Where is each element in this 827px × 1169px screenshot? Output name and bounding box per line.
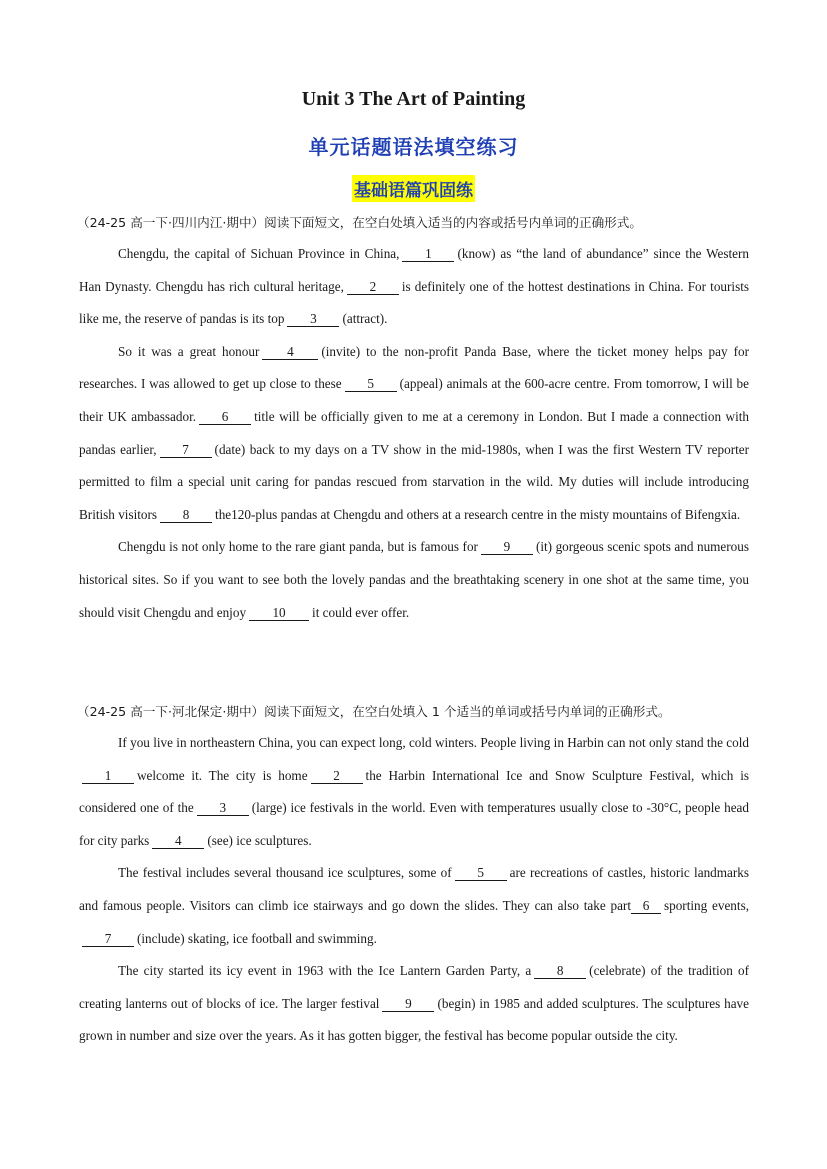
section-heading bbox=[0, 175, 827, 202]
text-segment: (see) ice sculptures. bbox=[207, 832, 312, 848]
text-segment: Chengdu, the capital of Sichuan Province in China, bbox=[118, 246, 400, 261]
blank-6: 6 bbox=[199, 410, 251, 425]
text-segment: (begin) in 1985 and added sculptures. The sculptures have grown in number and size over the years. As it has gotten bigger, the festival has become popular outside the city. bbox=[79, 995, 749, 1044]
blank-3: 3 bbox=[197, 801, 249, 816]
text-segment: So it was a great honour bbox=[118, 343, 260, 359]
text-segment: (date) back to my days on a TV show in the mid-1980s, when I was the first Western TV reporter permitted to film a special unit caring for pandas rescued from starvation in the wild. My duties will include introducing British visitors bbox=[79, 441, 750, 522]
blank-4: 4 bbox=[262, 345, 318, 360]
blank-6: 6 bbox=[631, 899, 661, 914]
text-segment: If you live in northeastern China, you can expect long, cold winters. People living in Harbin can not only stand the cold bbox=[118, 735, 749, 750]
text-segment: (attract). bbox=[342, 311, 388, 327]
text-segment: the Harbin International Ice and Snow Sculpture Festival, which is considered one of the bbox=[79, 767, 749, 816]
blank-1: 1 bbox=[402, 247, 454, 262]
text-segment: sporting events, bbox=[663, 897, 749, 913]
text-segment: welcome it. The city is home bbox=[137, 767, 308, 783]
blank-3: 3 bbox=[287, 312, 339, 327]
unit-subtitle: 单元话题语法填空练习 bbox=[308, 135, 519, 159]
text-segment: are recreations of castles, historic landmarks and famous people. Visitors can climb ice stairways and go down the slides. They can also take part bbox=[79, 865, 749, 913]
blank-2: 2 bbox=[311, 769, 363, 784]
text-segment: (include) skating, ice football and swimming. bbox=[137, 930, 377, 946]
text-segment: the120-plus pandas at Chengdu and others at a research centre in the misty mountains of Bifengxia. bbox=[215, 506, 741, 522]
text-segment: The city started its icy event in 1963 with the Ice Lantern Garden Party, a bbox=[118, 963, 532, 979]
blank-9: 9 bbox=[481, 540, 533, 555]
blank-8: 8 bbox=[160, 508, 212, 523]
blank-1: 1 bbox=[82, 769, 134, 784]
blank-7: 7 bbox=[160, 443, 212, 458]
blank-4: 4 bbox=[152, 834, 204, 849]
passage-2-paragraph-3 bbox=[79, 955, 749, 1053]
blank-8: 8 bbox=[534, 964, 586, 979]
passage-1-paragraph-3 bbox=[79, 531, 749, 629]
blank-7: 7 bbox=[82, 932, 134, 947]
text-segment: (it) gorgeous scenic spots and numerous historical sites. So if you want to see both the lovely pandas and the breathtaking scenery in one shot at the same time, you should visit Chengdu and enjoy bbox=[79, 539, 749, 620]
text-segment: it could ever offer. bbox=[312, 604, 410, 620]
blank-9: 9 bbox=[382, 997, 434, 1012]
passage-1-paragraph-2 bbox=[79, 336, 749, 532]
section-title: 基础语篇巩固练 bbox=[352, 175, 475, 202]
passage-2-paragraph-1 bbox=[79, 727, 749, 857]
text-segment: Chengdu is not only home to the rare giant panda, but is famous for bbox=[118, 539, 478, 555]
text-segment: is definitely one of the hottest destinations in China. For tourists like me, the reserve of pandas is its top bbox=[79, 278, 749, 327]
text-segment: title will be officially given to me at a ceremony in London. But I made a connection with pandas earlier, bbox=[79, 408, 749, 457]
text-segment: (know) as “the land of abundance” since the Western Han Dynasty. Chengdu has rich cultural heritage, bbox=[79, 246, 750, 294]
text-segment: (celebrate) of the tradition of creating lanterns out of blocks of ice. The larger festival bbox=[79, 963, 749, 1011]
blank-5: 5 bbox=[345, 377, 397, 392]
blank-10: 10 bbox=[249, 606, 309, 621]
text-segment: (invite) to the non-profit Panda Base, where the ticket money helps pay for researches. I was allowed to get up close to these bbox=[79, 343, 749, 392]
unit-title: Unit 3 The Art of Painting bbox=[301, 88, 526, 110]
passage-2-instruction: （24-25 高一下·河北保定·期中）阅读下面短文，在空白处填入 1 个适当的单词或括号内单词的正确形式。 bbox=[77, 704, 671, 719]
passage-1-instruction: （24-25 高一下·四川内江·期中）阅读下面短文，在空白处填入适当的内容或括号内单词的正确形式。 bbox=[77, 215, 642, 230]
blank-5: 5 bbox=[455, 866, 507, 881]
text-segment: (large) ice festivals in the world. Even with temperatures usually close to -30°C, people head for city parks bbox=[79, 800, 749, 848]
text-segment: The festival includes several thousand ice sculptures, some of bbox=[118, 865, 452, 881]
passage-2 bbox=[79, 703, 749, 1053]
blank-2: 2 bbox=[347, 280, 399, 295]
passage-1-paragraph-1 bbox=[79, 238, 749, 336]
passage-1 bbox=[79, 214, 749, 629]
passage-2-paragraph-2 bbox=[79, 857, 749, 955]
text-segment: (appeal) animals at the 600-acre centre. From tomorrow, I will be their UK ambassador. bbox=[79, 376, 749, 424]
